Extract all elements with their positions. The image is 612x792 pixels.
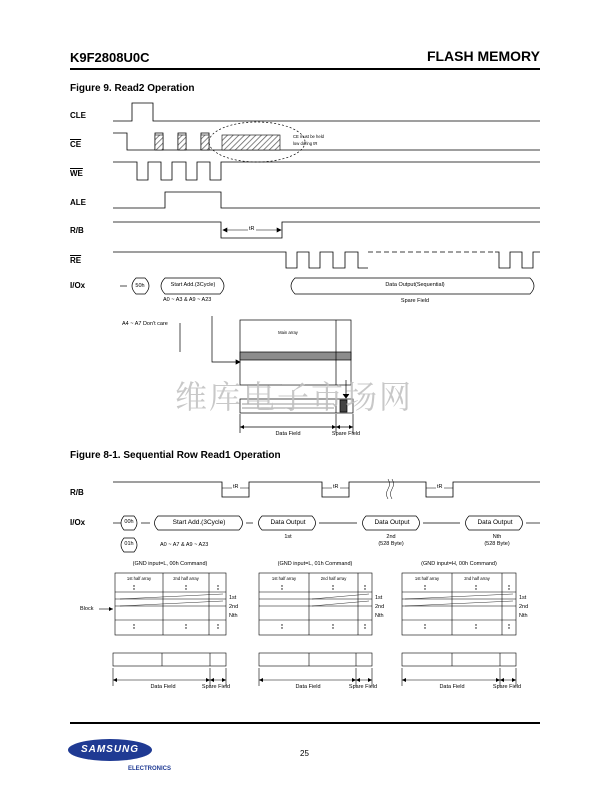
half-array-2-1: 1st half array xyxy=(271,576,297,581)
row-label-1st-b: 1st xyxy=(375,595,383,601)
watermark: 维库电子市场网 xyxy=(175,378,414,416)
tr-label-3: tR xyxy=(437,484,443,490)
page-number: 25 xyxy=(300,749,309,758)
figure8-1-title: Figure 8-1. Sequential Row Read1 Operation xyxy=(70,450,281,461)
row-label-nth-c: Nth xyxy=(519,613,528,619)
half-array-2-2: 2nd half array xyxy=(320,576,347,581)
spare-field-label: Spare Field xyxy=(331,431,361,437)
output-sub-nth: (528 Byte) xyxy=(484,541,510,547)
ale-waveform xyxy=(113,192,540,208)
data-field-label: Data Field xyxy=(275,431,301,437)
half-array-3-2: 2nd half array xyxy=(464,576,490,581)
address-note-8-1: A0 ~ A7 & A9 ~ A23 xyxy=(160,542,209,548)
main-array-label: Main array xyxy=(278,330,298,335)
address-note: A0 ~ A3 & A9 ~ A23 xyxy=(163,297,212,303)
cmd-01h: 01h xyxy=(124,541,134,547)
output-sub-2nd: (528 Byte) xyxy=(378,541,404,547)
row-label-1st-c: 1st xyxy=(519,595,527,601)
data-output-sequential: Data Output(Sequential) xyxy=(385,282,445,288)
signal-rb-8-1: R/B xyxy=(70,488,84,497)
we-waveform xyxy=(113,162,540,180)
document-title: FLASH MEMORY xyxy=(426,48,540,64)
row-label-nth-b: Nth xyxy=(375,613,384,619)
logo-subtitle: ELECTRONICS xyxy=(128,766,172,772)
diagram-caption-1: (GND input=L, 00h Command) xyxy=(132,561,208,567)
ce-waveform xyxy=(113,133,540,150)
data-output-3: Data Output xyxy=(477,519,513,526)
re-waveform xyxy=(113,252,368,268)
tr-label-1: tR xyxy=(233,484,239,490)
data-field-label-3: Data Field xyxy=(439,684,465,690)
cle-waveform xyxy=(113,103,540,121)
cmd-00h: 00h xyxy=(124,519,134,525)
cmd-50h: 50h xyxy=(135,283,145,289)
ce-note-line1: CE must be held xyxy=(293,134,324,139)
signal-re: $\overline{RE}$ xyxy=(70,256,82,265)
half-array-1-2: 2nd half array xyxy=(173,576,199,581)
ce-note-line2: low during tR xyxy=(293,141,318,146)
output-label-1st: 1st xyxy=(284,534,292,540)
data-output-2: Data Output xyxy=(374,519,410,526)
diagram-caption-3: (GND input=H, 00h Command) xyxy=(421,561,497,567)
signal-io-8-1: I/Ox xyxy=(70,518,86,527)
data-field-label-2: Data Field xyxy=(295,684,321,690)
spare-field-label-3: Spare Field xyxy=(492,684,522,690)
rb-waveform-8-1 xyxy=(113,482,540,497)
signal-we: $\overline{WE}$ xyxy=(70,169,83,178)
figure9-title: Figure 9. Read2 Operation xyxy=(70,83,195,94)
spare-field-label-1: Spare Field xyxy=(201,684,231,690)
data-output-1: Data Output xyxy=(270,519,306,526)
part-number: K9F2808U0C xyxy=(70,50,150,65)
dont-care-label: A4 ~ A7 Don't care xyxy=(122,321,168,327)
rb-waveform xyxy=(113,222,540,238)
row-label-2nd-a: 2nd xyxy=(229,604,239,610)
spare-field-note: Spare Field xyxy=(400,298,430,304)
diagram-caption-2: (GND input=L, 01h Command) xyxy=(277,561,353,567)
signal-cle: CLE xyxy=(70,111,86,120)
row-label-nth-a: Nth xyxy=(229,613,238,619)
tr-label-2: tR xyxy=(333,484,339,490)
spare-field-label-2: Spare Field xyxy=(348,684,378,690)
output-label-2nd: 2nd xyxy=(386,534,396,540)
data-field-label-1: Data Field xyxy=(150,684,176,690)
signal-ale: ALE xyxy=(70,198,86,207)
half-array-1-1: 1st half array xyxy=(126,576,152,581)
tr-label: tR xyxy=(249,226,255,232)
row-label-2nd-b: 2nd xyxy=(375,604,385,610)
start-address: Start Add.(3Cycle) xyxy=(170,282,216,288)
half-array-3-1: 1st half array xyxy=(414,576,440,581)
logo-text: SAMSUNG xyxy=(80,744,140,755)
signal-io: I/Ox xyxy=(70,281,86,290)
signal-ce: $\overline{CE}$ xyxy=(70,140,82,149)
row-label-2nd-c: 2nd xyxy=(519,604,529,610)
block-label: Block xyxy=(80,606,94,612)
output-label-nth: Nth xyxy=(492,534,502,540)
signal-rb: R/B xyxy=(70,226,84,235)
start-address-8-1: Start Add.(3Cycle) xyxy=(172,519,226,526)
row-label-1st-a: 1st xyxy=(229,595,237,601)
